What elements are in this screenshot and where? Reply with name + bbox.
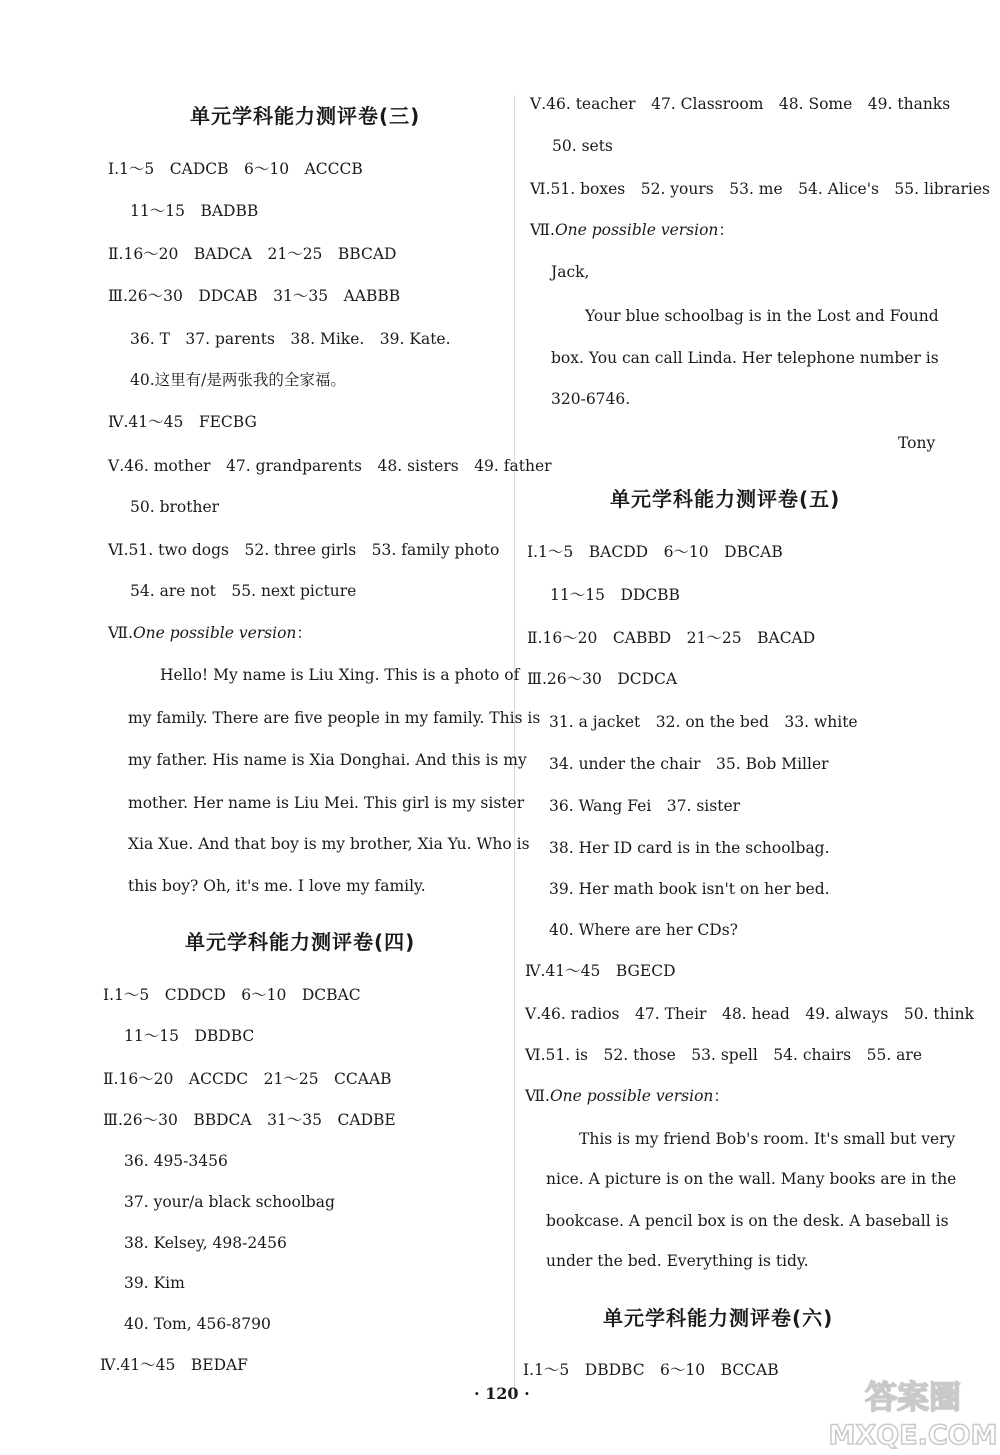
answer-line: Ⅵ.51. boxes 52. yours 53. me 54. Alice's 55. libraries: [530, 180, 990, 198]
answer-line: Ⅲ.26～30 DDCAB 31～35 AABBB: [108, 287, 401, 305]
answer-line: Ⅳ.41～45 FECBG: [108, 413, 257, 431]
essay-line: This is my friend Bob's room. It's small but very: [579, 1130, 956, 1148]
answer-line: Ⅴ.46. mother 47. grandparents 48. sisters 49. father: [108, 457, 552, 475]
answer-line: 40. Where are her CDs?: [549, 921, 738, 939]
answer-line: 11～15 DBDBC: [124, 1027, 255, 1045]
answer-line: 40. Tom, 456-8790: [124, 1315, 271, 1333]
answer-line: 31. a jacket 32. on the bed 33. white: [549, 713, 858, 731]
essay-signature: Tony: [898, 434, 936, 452]
watermark-top-text: 答案圈: [864, 1378, 962, 1416]
answer-line: Ⅰ.1～5 DBDBC 6～10 BCCAB: [523, 1361, 779, 1379]
essay-line: box. You can call Linda. Her telephone number is: [551, 349, 939, 367]
answer-line: Ⅲ.26～30 BBDCA 31～35 CADBE: [103, 1111, 396, 1129]
answer-line: 50. brother: [130, 498, 220, 516]
essay-line: my family. There are five people in my family. This is: [128, 709, 541, 727]
essay-line: 320-6746.: [551, 390, 631, 408]
writing-label: Ⅶ.One possible version：: [530, 221, 734, 239]
answer-line: Ⅰ.1～5 CADCB 6～10 ACCCB: [108, 160, 363, 178]
watermark-logo: [828, 1372, 998, 1451]
answer-line: 36. 495-3456: [124, 1152, 228, 1170]
answer-line: 36. Wang Fei 37. sister: [549, 797, 741, 815]
answer-line: 39. Kim: [124, 1274, 185, 1292]
answer-line: Ⅲ.26～30 DCDCA: [527, 670, 678, 688]
watermark-bottom-text: MXQE.COM: [828, 1420, 998, 1451]
answer-line: Ⅵ.51. two dogs 52. three girls 53. family photo: [108, 541, 500, 559]
answer-line: 39. Her math book isn't on her bed.: [549, 880, 830, 898]
answer-line: Ⅱ.16～20 BADCA 21～25 BBCAD: [108, 245, 397, 263]
answer-line: 11～15 DDCBB: [550, 586, 680, 604]
answer-line: Ⅰ.1～5 BACDD 6～10 DBCAB: [527, 543, 783, 561]
writing-label: Ⅶ.One possible version：: [525, 1087, 729, 1105]
answer-line: 38. Kelsey, 498-2456: [124, 1234, 287, 1252]
essay-line: my father. His name is Xia Donghai. And this is my: [128, 751, 527, 769]
essay-line: Your blue schoolbag is in the Lost and Found: [585, 307, 939, 325]
answer-line: Ⅳ.41～45 BEDAF: [100, 1356, 248, 1374]
answer-line: 50. sets: [552, 137, 613, 155]
section-title-5: 单元学科能力测评卷(五): [610, 487, 841, 511]
answer-line: 36. T 37. parents 38. Mike. 39. Kate.: [130, 330, 451, 348]
answer-line: 40.这里有/是两张我的全家福。: [130, 371, 346, 389]
essay-line: this boy? Oh, it's me. I love my family.: [128, 877, 426, 895]
essay-line: Jack,: [551, 263, 590, 281]
section-title-6: 单元学科能力测评卷(六): [603, 1306, 834, 1330]
section-title-3: 单元学科能力测评卷(三): [190, 104, 421, 128]
answer-line: Ⅵ.51. is 52. those 53. spell 54. chairs 55. are: [525, 1046, 922, 1064]
essay-line: nice. A picture is on the wall. Many books are in the: [546, 1170, 957, 1188]
essay-line: Hello! My name is Liu Xing. This is a photo of: [160, 666, 520, 684]
answer-line: Ⅴ.46. teacher 47. Classroom 48. Some 49. thanks: [530, 95, 951, 113]
essay-line: Xia Xue. And that boy is my brother, Xia Yu. Who is: [128, 835, 530, 853]
essay-line: under the bed. Everything is tidy.: [546, 1252, 809, 1270]
writing-label: Ⅶ.One possible version：: [108, 624, 312, 642]
column-divider: [514, 95, 515, 1395]
answer-line: Ⅳ.41～45 BGECD: [525, 962, 676, 980]
essay-line: bookcase. A pencil box is on the desk. A baseball is: [546, 1212, 949, 1230]
section-title-4: 单元学科能力测评卷(四): [185, 930, 416, 954]
essay-line: mother. Her name is Liu Mei. This girl is my sister: [128, 794, 525, 812]
answer-line: Ⅴ.46. radios 47. Their 48. head 49. always 50. think: [525, 1005, 974, 1023]
answer-line: 38. Her ID card is in the schoolbag.: [549, 839, 830, 857]
answer-line: 37. your/a black schoolbag: [124, 1193, 335, 1211]
page-number: · 120 ·: [474, 1384, 530, 1403]
answer-line: Ⅱ.16～20 CABBD 21～25 BACAD: [527, 629, 816, 647]
answer-line: 34. under the chair 35. Bob Miller: [549, 755, 829, 773]
answer-line: Ⅱ.16～20 ACCDC 21～25 CCAAB: [103, 1070, 392, 1088]
answer-line: Ⅰ.1～5 CDDCD 6～10 DCBAC: [103, 986, 361, 1004]
answer-line: 11～15 BADBB: [130, 202, 259, 220]
answer-line: 54. are not 55. next picture: [130, 582, 357, 600]
